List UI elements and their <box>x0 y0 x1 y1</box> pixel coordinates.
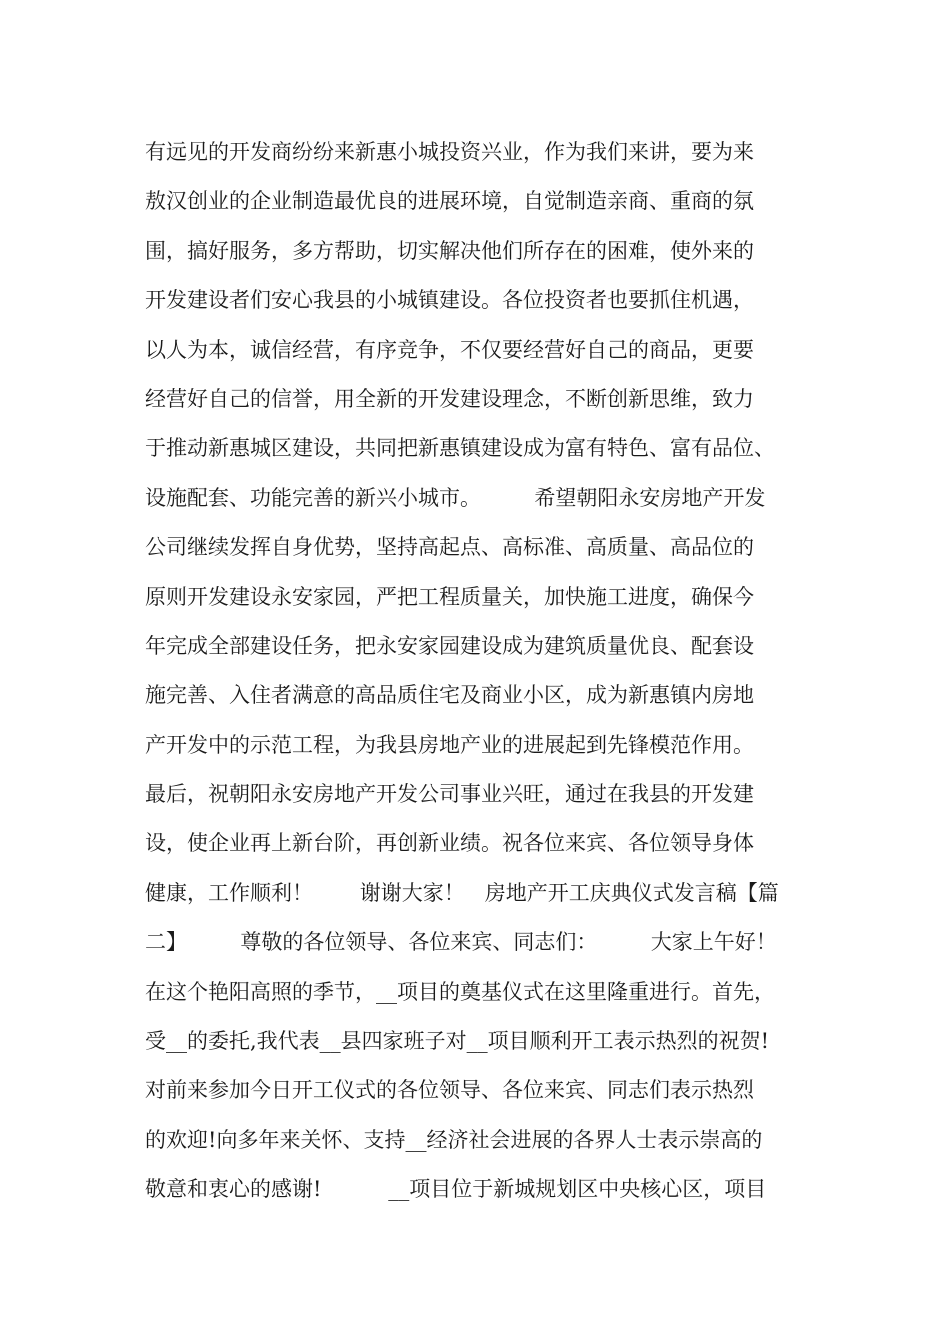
text-line: 的欢迎!向多年来关怀、支持__经济社会进展的各界人士表示崇高的 <box>145 1127 763 1152</box>
text-line: 开发建设者们安心我县的小城镇建设。各位投资者也要抓住机遇， <box>145 288 754 313</box>
text-line: 产开发中的示范工程，为我县房地产业的进展起到先锋模范作用。 <box>145 732 754 757</box>
text-line: 敖汉创业的企业制造最优良的进展环境，自觉制造亲商、重商的氛 <box>145 189 754 214</box>
text-line: 敬意和衷心的感谢! __项目位于新城规划区中央核心区，项目 <box>145 1177 767 1202</box>
text-line: 有远见的开发商纷纷来新惠小城投资兴业，作为我们来讲，要为来 <box>145 140 754 164</box>
text-line: 二】 尊敬的各位领导、各位来宾、同志们： 大家上午好！ <box>145 930 777 955</box>
text-line: 施完善、入住者满意的高品质住宅及商业小区，成为新惠镇内房地 <box>145 683 754 708</box>
text-line: 在这个艳阳高照的季节，__项目的奠基仪式在这里隆重进行。首先， <box>145 979 775 1004</box>
text-line: 年完成全部建设任务，把永安家园建设成为建筑质量优良、配套设 <box>145 633 754 658</box>
text-line: 以人为本，诚信经营，有序竞争，不仅要经营好自己的商品，更要 <box>145 337 754 362</box>
text-line: 围，搞好服务，多方帮助，切实解决他们所存在的困难，使外来的 <box>145 238 754 263</box>
text-line: 经营好自己的信誉，用全新的开发建设理念，不断创新思维，致力 <box>145 386 754 411</box>
text-line: 设施配套、功能完善的新兴小城市。 希望朝阳永安房地产开发 <box>145 485 766 510</box>
text-line: 公司继续发挥自身优势，坚持高起点、高标准、高质量、高品位的 <box>145 535 754 560</box>
text-line: 最后，祝朝阳永安房地产开发公司事业兴旺，通过在我县的开发建 <box>145 782 754 807</box>
text-line: 健康，工作顺利！ 谢谢大家！ 房地产开工庆典仪式发言稿【篇 <box>145 880 779 905</box>
text-line: 对前来参加今日开工仪式的各位领导、各位来宾、同志们表示热烈 <box>145 1078 754 1103</box>
body-text <box>145 128 825 1215</box>
text-line: 受__的委托,我代表__县四家班子对__项目顺利开工表示热烈的祝贺! <box>145 1029 770 1054</box>
text-line: 于推动新惠城区建设，共同把新惠镇建设成为富有特色、富有品位、 <box>145 436 775 461</box>
text-line: 设，使企业再上新台阶，再创新业绩。祝各位来宾、各位领导身体 <box>145 831 754 856</box>
text-line: 原则开发建设永安家园，严把工程质量关，加快施工进度，确保今 <box>145 584 754 609</box>
